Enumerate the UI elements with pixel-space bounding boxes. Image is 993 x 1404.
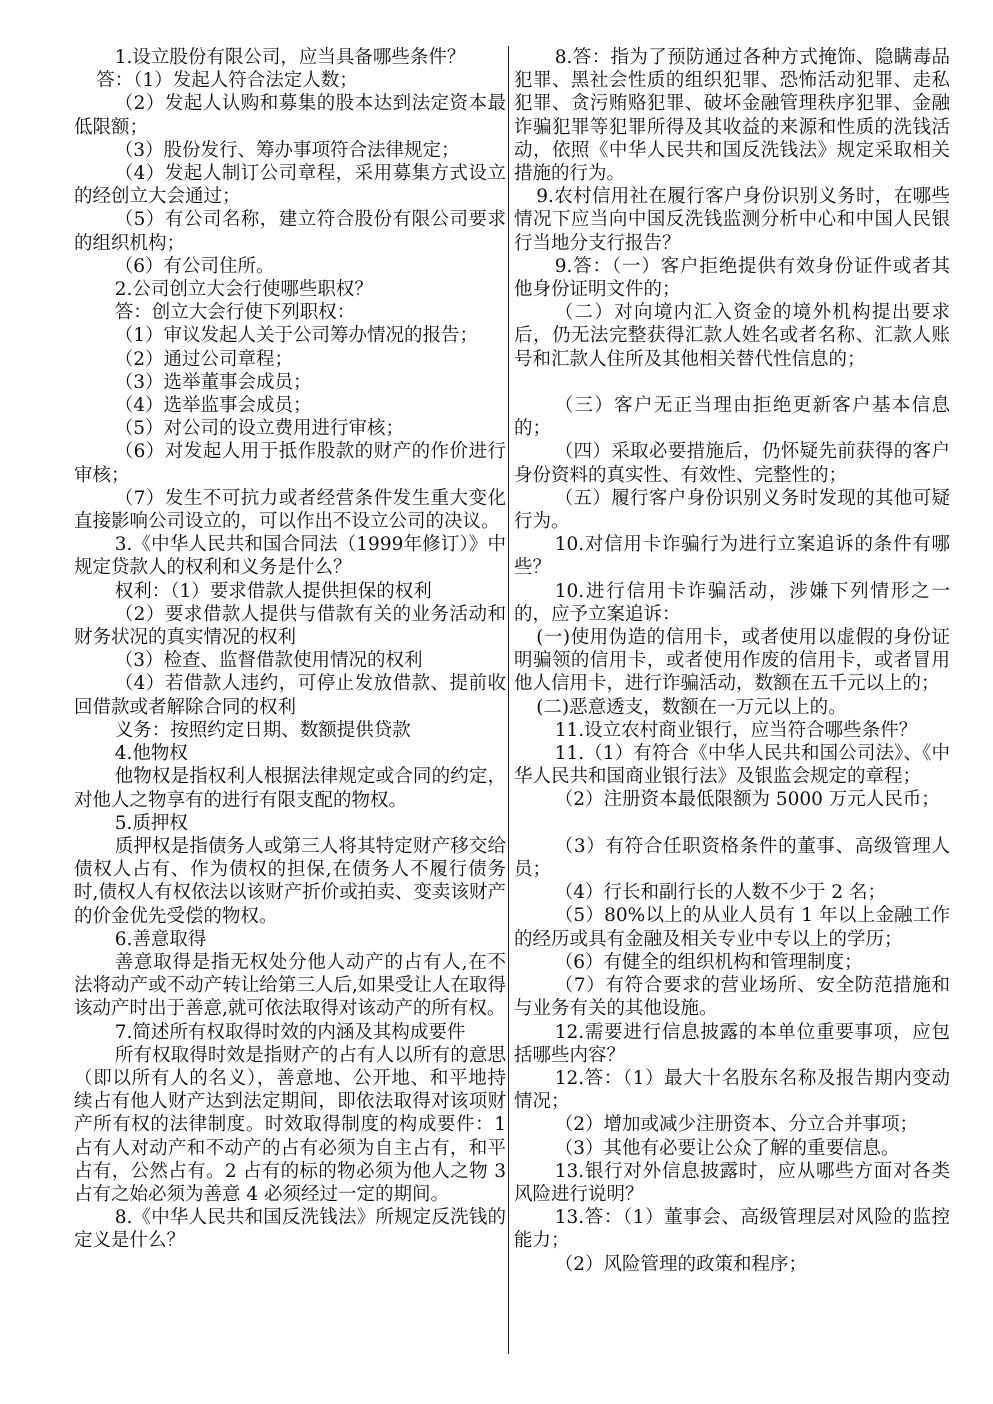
paragraph: （7）有符合要求的营业场所、安全防范措施和与业务有关的其他设施。 [514, 975, 950, 1020]
paragraph: （2）增加或减少注册资本、分立合并事项； [554, 1114, 918, 1136]
paragraph: （2）风险管理的政策和程序； [554, 1253, 807, 1275]
left-text-column [74, 46, 506, 1253]
column-divider [508, 46, 509, 1354]
paragraph: 12.答：（1）最大十名股东名称及报告期内变动情况； [514, 1067, 950, 1113]
paragraph: （2）要求借款人提供与借款有关的业务活动和财务状况的真实情况的权利 [74, 603, 506, 649]
paragraph: 13.银行对外信息披露时，应从哪些方面对各类风险进行说明？ [514, 1160, 950, 1205]
paragraph: 8.《中华人民共和国反洗钱法》所规定反洗钱的定义是什么？ [74, 1207, 506, 1252]
paragraph: （5）有公司名称，建立符合股份有限公司要求的组织机构； [74, 209, 506, 254]
paragraph: （6）有健全的组织机构和管理制度； [554, 951, 863, 973]
paragraph: （三）客户无正当理由拒绝更新客户基本信息的； [514, 395, 950, 440]
paragraph: 7.简述所有权取得时效的内涵及其构成要件 [114, 1021, 466, 1043]
paragraph: （2）发起人认购和募集的股本达到法定资本最低限额； [74, 93, 506, 138]
paragraph: （2）注册资本最低限额为 5000 万元人民币； [554, 789, 940, 811]
paragraph: 义务：按照约定日期、数额提供贷款 [114, 719, 411, 741]
paragraph: 答：创立大会行使下列职权： [114, 302, 356, 324]
paragraph: （3）检查、监督借款使用情况的权利 [114, 650, 423, 672]
paragraph: （1）审议发起人关于公司筹办情况的报告； [114, 325, 478, 347]
paragraph: 所有权取得时效是指财产的占有人以所有的意思（即以所有人的名义），善意地、公开地、和平地持续占有他人财产达到法定期间，即依法取得对该项财产所有权的法律制度。时效取得制度的构成要件：1 占有人对动产和不动产的占有必须为自主占有，和平占有，公然占有。2 占有的标的物必须为他人之物 3 占有之始必须为善意 4 必须经过一定的期间。 [74, 1044, 506, 1205]
paragraph: （5）80%以上的从业人员有 1 年以上金融工作的经历或具有金融及相关专业中专以上的学历； [514, 905, 950, 950]
paragraph: （4）选举监事会成员； [114, 395, 312, 417]
paragraph: （4）若借款人违约，可停止发放借款、提前收回借款或者解除合同的权利 [74, 673, 506, 718]
paragraph: 8.答：指为了预防通过各种方式掩饰、隐瞒毒品犯罪、黑社会性质的组织犯罪、恐怖活动犯罪、走私犯罪、贪污贿赂犯罪、破坏金融管理秩序犯罪、金融诈骗犯罪等犯罪所得及其收益的来源和性质的洗钱活动，依照《中华人民共和国反洗钱法》规定采取相关措施的行为。 [514, 47, 950, 185]
paragraph: 13.答：（1）董事会、高级管理层对风险的监控能力； [514, 1207, 950, 1252]
paragraph: （3）其他有必要让公众了解的重要信息。 [554, 1137, 900, 1159]
paragraph: 10.进行信用卡诈骗活动，涉嫌下列情形之一的，应予立案追诉： [514, 580, 950, 625]
paragraph: 善意取得是指无权处分他人动产的占有人,在不法将动产或不动产转让给第三人后,如果受让人在取得该动产时出于善意,就可依法取得对该动产的所有权。 [74, 951, 506, 1020]
paragraph: 9.答：（一）客户拒绝提供有效身份证件或者其他身份证明文件的； [514, 255, 950, 301]
paragraph: （2）通过公司章程； [114, 348, 293, 370]
paragraph: 9.农村信用社在履行客户身份识别义务时，在哪些情况下应当向中国反洗钱监测分析中心和中国人民银行当地分支行报告？ [514, 186, 950, 254]
paragraph: （4）行长和副行长的人数不少于 2 名； [554, 882, 886, 904]
paragraph: （5）对公司的设立费用进行审核； [114, 418, 404, 440]
paragraph: 他物权是指权利人根据法律规定或合同的约定，对他人之物享有的进行有限支配的物权。 [74, 766, 506, 811]
paragraph: 1.设立股份有限公司，应当具备哪些条件？ [114, 47, 466, 68]
paragraph: （6）对发起人用于抵作股款的财产的作价进行审核； [74, 441, 506, 486]
right-text-column [514, 46, 950, 1276]
paragraph: 11.（1）有符合《中华人民共和国公司法》、《中华人民共和国商业银行法》及银监会规定的章程； [514, 743, 950, 788]
paragraph: 6.善意取得 [114, 928, 207, 950]
paragraph: （3）股份发行、筹办事项符合法律规定； [114, 139, 460, 161]
paragraph: 答：（1）发起人符合法定人数； [96, 70, 358, 92]
paragraph: 10.对信用卡诈骗行为进行立案追诉的条件有哪些？ [514, 534, 950, 579]
paragraph: （四）采取必要措施后，仍怀疑先前获得的客户身份资料的真实性、有效性、完整性的； [514, 441, 950, 486]
blank-line [514, 812, 950, 835]
paragraph: 2.公司创立大会行使哪些职权？ [114, 279, 373, 301]
paragraph: （3）有符合任职资格条件的董事、高级管理人员； [514, 835, 950, 881]
paragraph: 4.他物权 [114, 743, 188, 765]
paragraph: 12.需要进行信息披露的本单位重要事项，应包括哪些内容？ [514, 1021, 950, 1066]
paragraph: 5.质押权 [114, 812, 188, 834]
paragraph: 质押权是指债务人或第三人将其特定财产移交给债权人占有、作为债权的担保,在债务人不履行债务时,债权人有权依法以该财产折价或拍卖、变卖该财产的价金优先受偿的物权。 [74, 835, 506, 927]
paragraph: (一)使用伪造的信用卡，或者使用以虚假的身份证明骗领的信用卡，或者使用作废的信用卡，或者冒用他人信用卡，进行诈骗活动，数额在五千元以上的； [514, 627, 950, 695]
paragraph: （7）发生不可抗力或者经营条件发生重大变化直接影响公司设立的，可以作出不设立公司的决议。 [74, 487, 506, 533]
paragraph: （4）发起人制订公司章程，采用募集方式设立的经创立大会通过； [74, 163, 506, 208]
paragraph: 3.《中华人民共和国合同法（1999年修订）》中规定贷款人的权利和义务是什么？ [74, 534, 506, 579]
paragraph: （二）对向境内汇入资金的境外机构提出要求后，仍无法完整获得汇款人姓名或者名称、汇款人账号和汇款人住所及其他相关替代性信息的； [514, 302, 950, 370]
paragraph: (二)恶意透支，数额在一万元以上的。 [536, 696, 847, 718]
paragraph: （五）履行客户身份识别义务时发现的其他可疑行为。 [514, 487, 950, 533]
paragraph: （6）有公司住所。 [114, 255, 275, 277]
paragraph: （3）选举董事会成员； [114, 371, 312, 393]
blank-line [514, 371, 950, 394]
paragraph: 权利：（1）要求借款人提供担保的权利 [114, 580, 432, 602]
paragraph: 11.设立农村商业银行，应当符合哪些条件？ [554, 719, 918, 741]
